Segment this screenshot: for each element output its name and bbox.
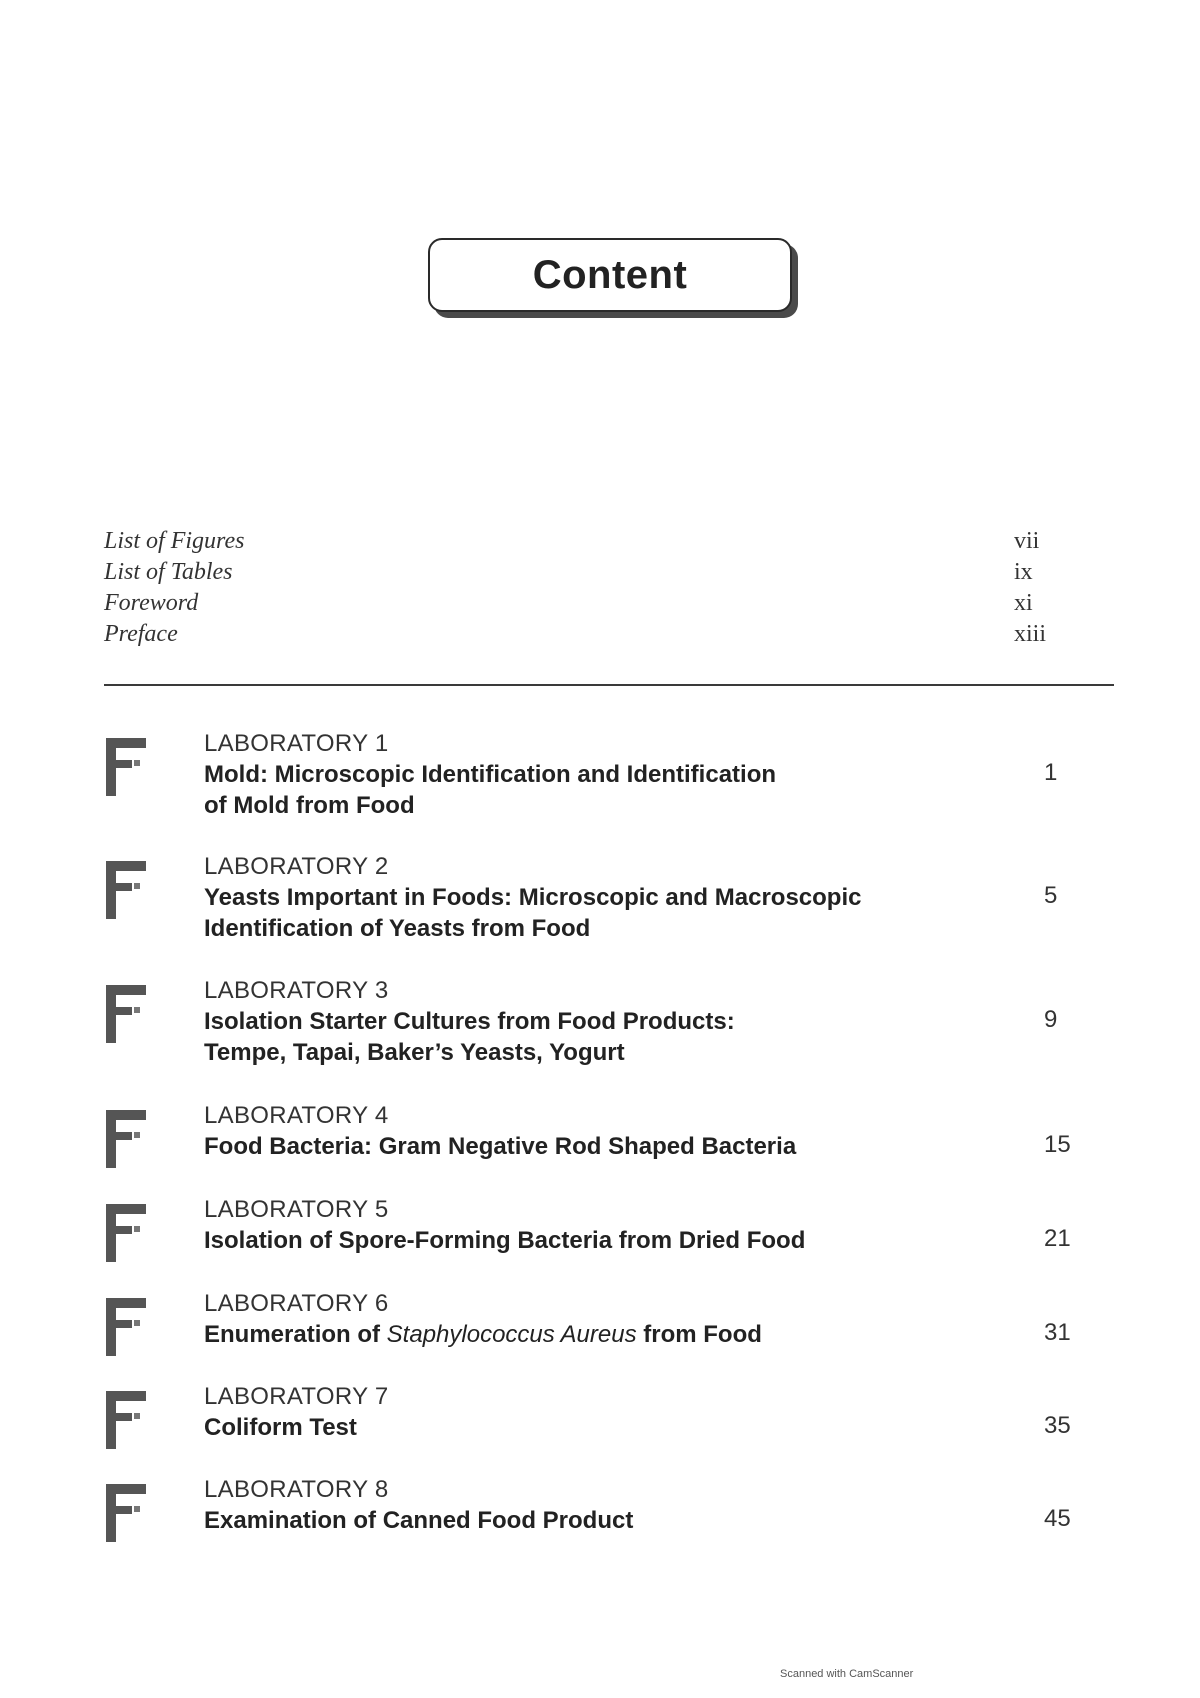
- front-matter-label: List of Figures: [104, 528, 245, 554]
- lab-title: Food Bacteria: Gram Negative Rod Shaped Bacteria: [204, 1133, 797, 1160]
- lab-title: Identification of Yeasts from Food: [204, 915, 591, 942]
- lab-number: LABORATORY 3: [204, 977, 389, 1004]
- front-matter-label: Foreword: [104, 590, 199, 616]
- page-title: Content: [532, 252, 688, 297]
- lab-title-pre: Enumeration of: [204, 1321, 387, 1348]
- lab-number: LABORATORY 8: [204, 1476, 389, 1503]
- lab-page-number: 15: [1044, 1131, 1071, 1158]
- front-matter-page: xi: [1014, 590, 1033, 616]
- lab-title: Examination of Canned Food Product: [204, 1507, 634, 1534]
- lab-title: [204, 1319, 964, 1350]
- scanner-watermark: Scanned with CamScanner: [780, 1668, 914, 1680]
- f-block-icon: [104, 1389, 152, 1451]
- lab-number: LABORATORY 1: [204, 730, 389, 757]
- front-matter-row[interactable]: [104, 621, 1064, 652]
- f-block-icon: [104, 736, 152, 798]
- f-block-icon: [104, 983, 152, 1045]
- lab-title: Isolation of Spore-Forming Bacteria from Dried Food: [204, 1227, 806, 1254]
- lab-title: of Mold from Food: [204, 792, 415, 819]
- lab-number: LABORATORY 5: [204, 1196, 389, 1223]
- f-block-icon: [104, 859, 152, 921]
- front-matter-list: [104, 528, 1064, 652]
- lab-title: Tempe, Tapai, Baker’s Yeasts, Yogurt: [204, 1039, 625, 1066]
- lab-title: Mold: Microscopic Identification and Identification: [204, 761, 777, 788]
- title-box: [428, 238, 792, 312]
- lab-number: LABORATORY 7: [204, 1383, 389, 1410]
- lab-title-post: from Food: [636, 1321, 762, 1348]
- front-matter-label: Preface: [104, 621, 178, 647]
- lab-title: Isolation Starter Cultures from Food Products:: [204, 1008, 735, 1035]
- section-divider: [104, 684, 1114, 686]
- lab-page-number: 5: [1044, 882, 1058, 909]
- front-matter-row[interactable]: [104, 528, 1064, 559]
- lab-page-number: 31: [1044, 1319, 1071, 1346]
- lab-number: LABORATORY 2: [204, 853, 389, 880]
- front-matter-row[interactable]: [104, 590, 1064, 621]
- lab-page-number: 21: [1044, 1225, 1071, 1252]
- lab-title: Coliform Test: [204, 1414, 357, 1441]
- lab-title-italic: Staphylococcus Aureus: [386, 1321, 637, 1348]
- front-matter-row[interactable]: [104, 559, 1064, 590]
- front-matter-page: ix: [1014, 559, 1033, 585]
- front-matter-page: vii: [1014, 528, 1040, 554]
- front-matter-page: xiii: [1014, 621, 1047, 647]
- lab-page-number: 35: [1044, 1412, 1071, 1439]
- f-block-icon: [104, 1108, 152, 1170]
- front-matter-label: List of Tables: [104, 559, 233, 585]
- lab-title: Yeasts Important in Foods: Microscopic and Macroscopic: [204, 884, 862, 911]
- f-block-icon: [104, 1296, 152, 1358]
- lab-page-number: 45: [1044, 1505, 1071, 1532]
- lab-page-number: 1: [1044, 759, 1058, 786]
- lab-number: LABORATORY 6: [204, 1290, 389, 1317]
- lab-number: LABORATORY 4: [204, 1102, 389, 1129]
- f-block-icon: [104, 1482, 152, 1544]
- lab-page-number: 9: [1044, 1006, 1058, 1033]
- f-block-icon: [104, 1202, 152, 1264]
